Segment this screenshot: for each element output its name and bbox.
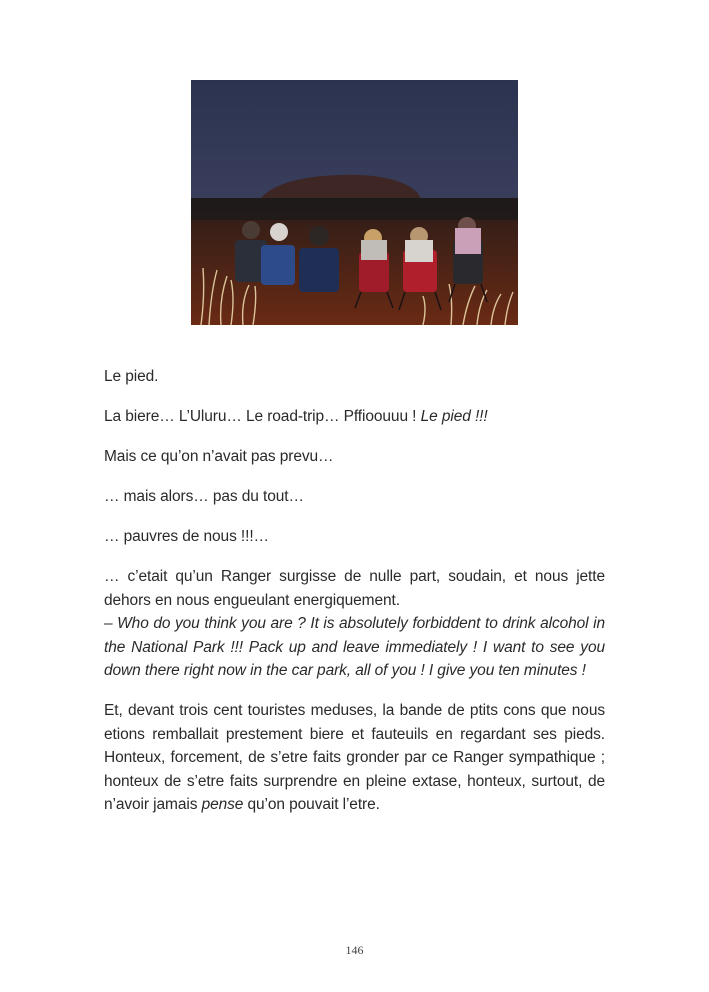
paragraph-text: qu’on pouvait l’etre.: [243, 796, 380, 813]
paragraph-text: La biere… L’Uluru… Le road-trip… Pffioouuu !: [104, 408, 421, 425]
uluru-photo: [191, 80, 518, 325]
paragraph: [104, 699, 605, 817]
paragraph-text: Mais ce qu’on n’avait pas prevu…: [104, 448, 334, 465]
paragraph: [104, 445, 605, 469]
paragraph: [104, 485, 605, 509]
emphasis-text: Le pied !!!: [420, 408, 488, 425]
ranger-quote: – Who do you think you are ? It is absolutely forbiddent to drink alcohol in the National Park !!! Pack up and leave immediately ! I want to see you down there right now in the car park, all of you ! I give you ten minutes !: [104, 615, 605, 679]
paragraph: [104, 405, 605, 429]
paragraph: [104, 565, 605, 683]
paragraph-text: Et, devant trois cent touristes meduses, la bande de ptits cons que nous etions remballait prestement biere et fauteuils en regardant ses pieds. Honteux, forcement, de s’etre faits gronder par ce Ranger sympathique ; honteux de s’etre faits surprendre en pleine extase, honteux, surtout, de n’avoir jamais: [104, 702, 605, 813]
body-text: [104, 365, 605, 833]
paragraph-text: … c’etait qu’un Ranger surgisse de nulle part, soudain, et nous jette dehors en nous engueulant energiquement.: [104, 568, 605, 609]
paragraph-text: Le pied.: [104, 368, 159, 385]
paragraph-text: … mais alors… pas du tout…: [104, 488, 304, 505]
paragraph: [104, 365, 605, 389]
page-number: 146: [345, 943, 364, 957]
emphasis-text: pense: [201, 796, 244, 813]
paragraph-text: … pauvres de nous !!!…: [104, 528, 269, 545]
paragraph: [104, 525, 605, 549]
